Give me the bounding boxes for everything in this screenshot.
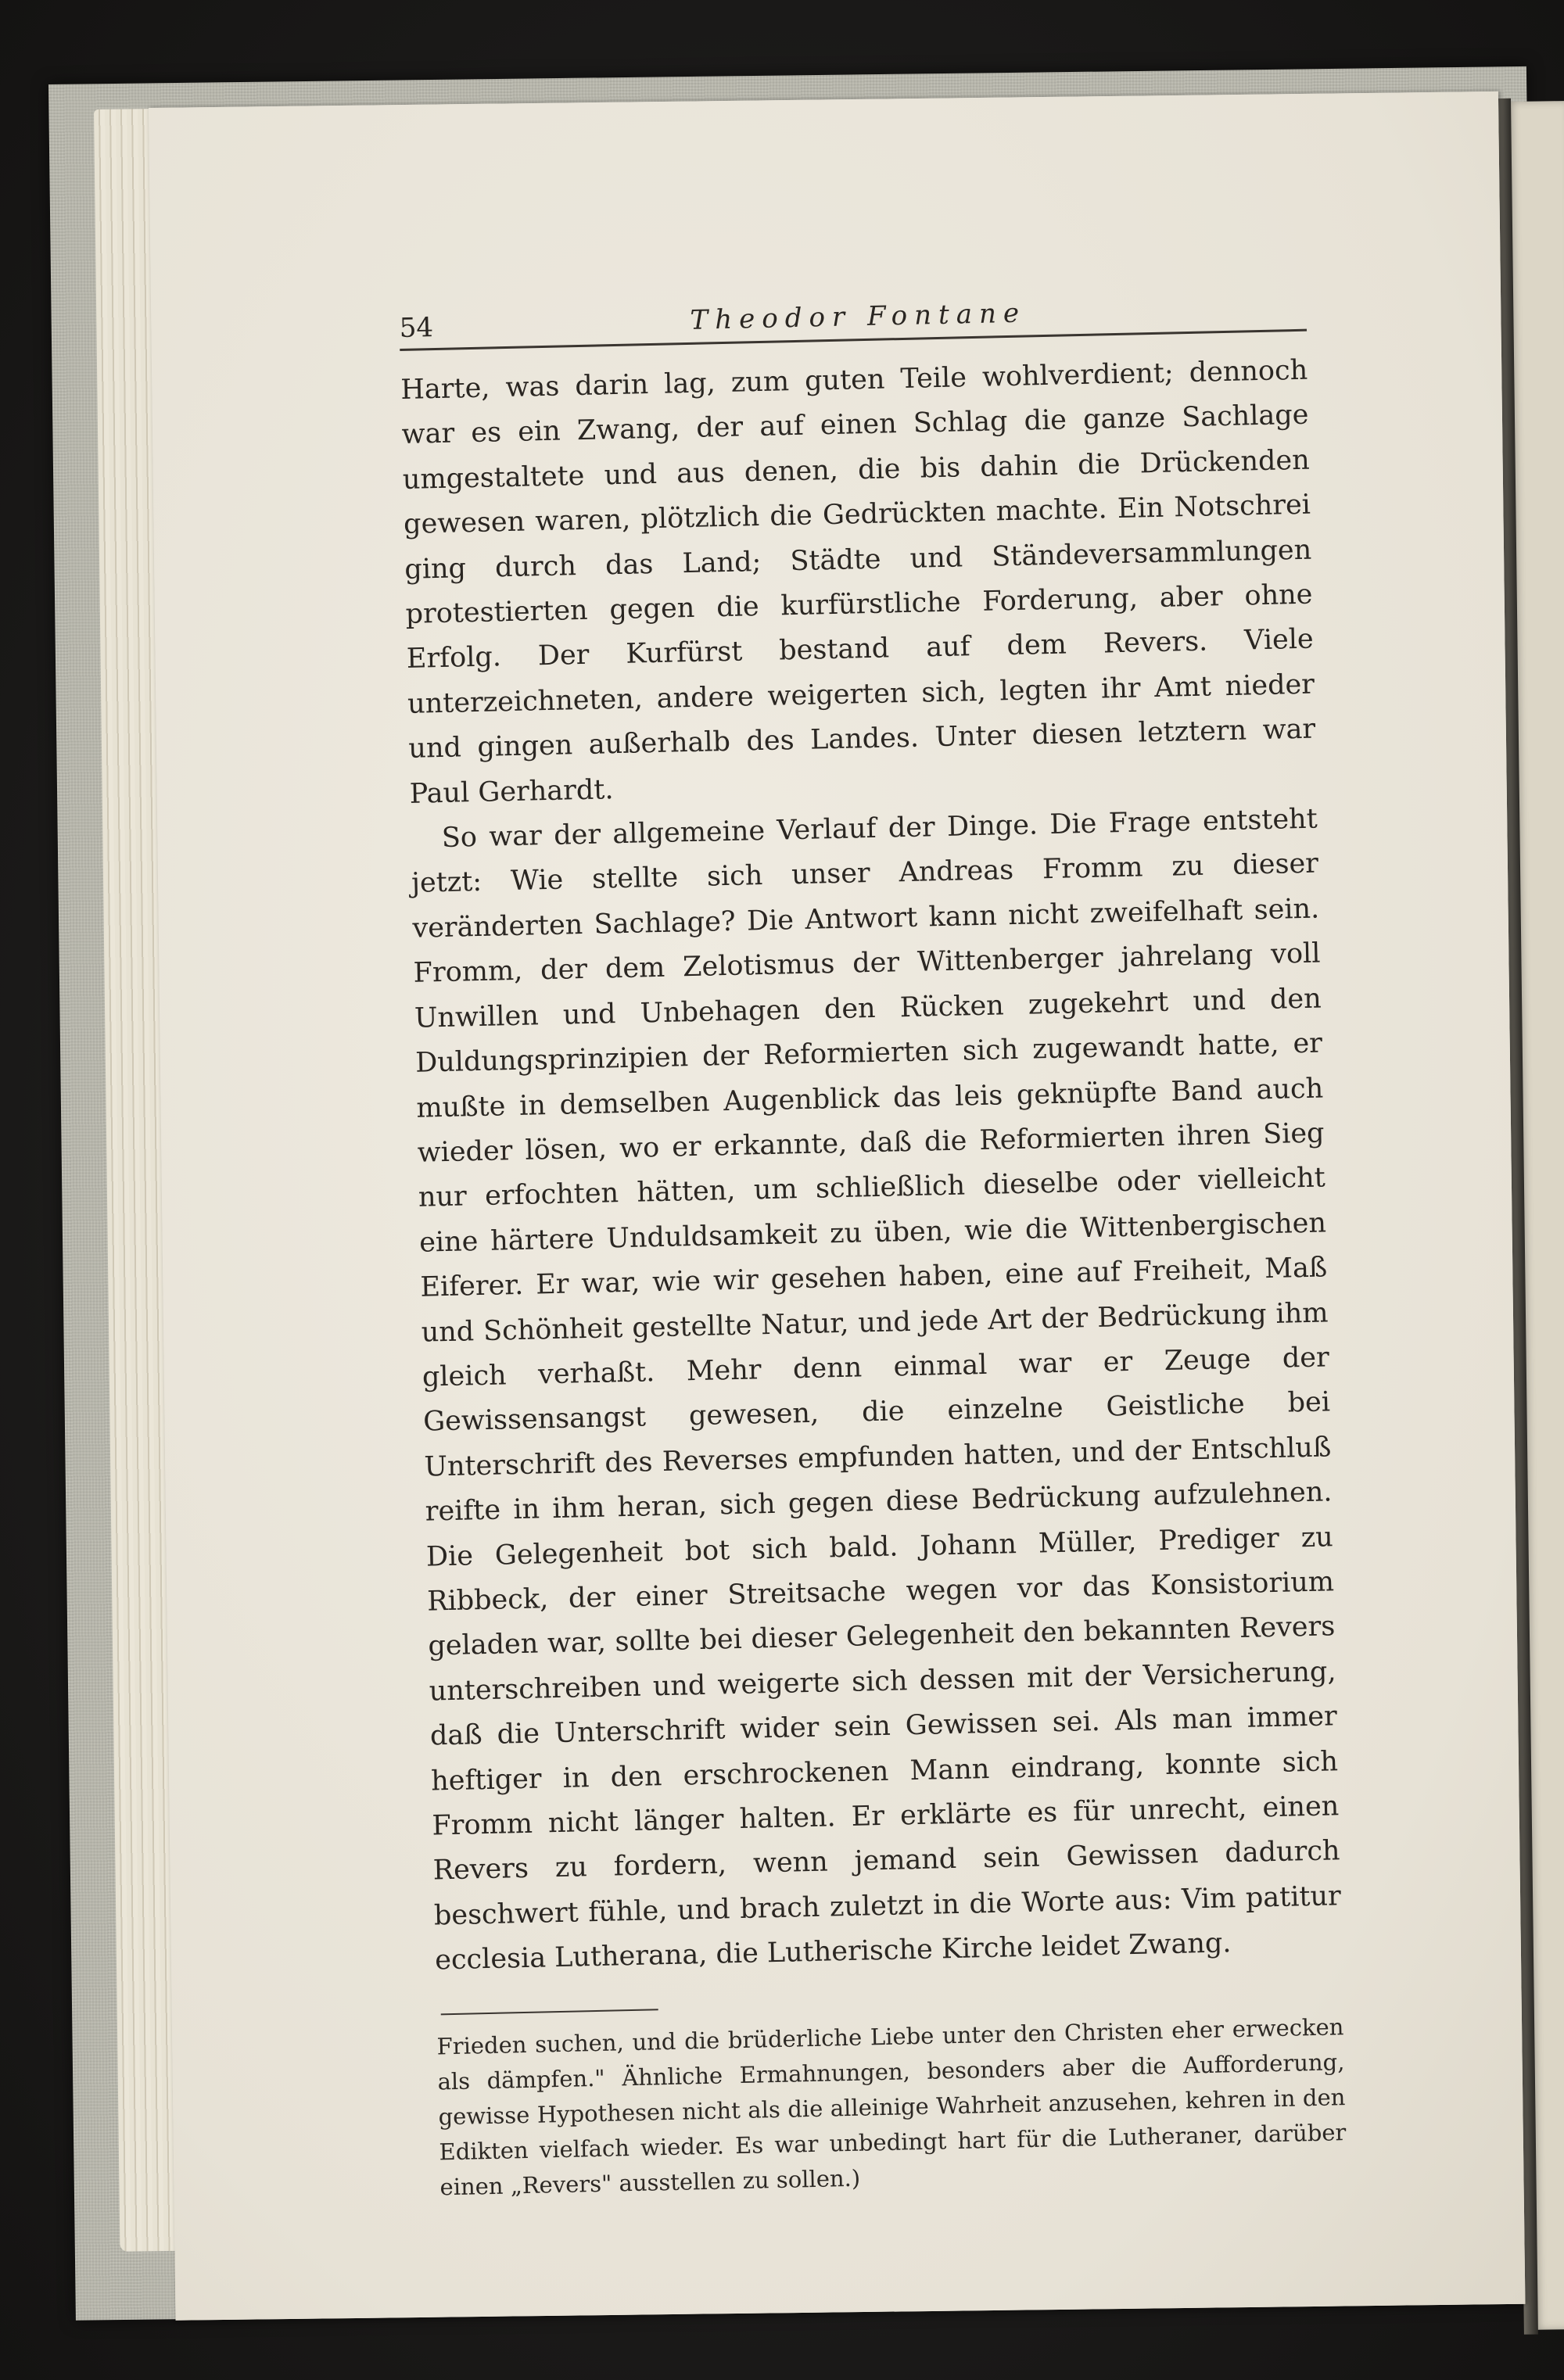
running-head: Theodor Fontane [690, 297, 1027, 336]
paragraph-2: So war der allgemeine Verlauf der Dinge. Die Frage entsteht jetzt: Wie stellte sich unser Andreas Fromm zu dieser veränderten Sachlage? Die Antwort kann nicht zweifelhaft sein. Fromm, der dem Zelotismus der Wittenberger jahrelang voll Unwillen und Unbehagen den Rücken zugekehrt und den Duldungsprinzipien der Reformierten sich zugewandt hatte, er mußte in demselben Augenblick das leis geknüpfte Band auch wieder lösen, wo er erkannte, daß die Reformierten ihren Sieg nur erfochten hätten, um schließlich dieselbe oder vielleicht eine härtere Unduldsamkeit zu üben, wie die Wittenbergischen Eiferer. Er war, wie wir gesehen haben, eine auf Freiheit, Maß und Schönheit gestellte Natur, und jede Art der Bedrückung ihm gleich verhaßt. Mehr denn einmal war er Zeuge der Gewissensangst gewesen, die einzelne Geistliche bei Unterschrift des Reverses empfunden hatten, und der Entschluß reifte in ihm heran, sich gegen diese Bedrückung aufzulehnen. Die Gelegenheit bot sich bald. Johann Müller, Prediger zu Ribbeck, der einer Streitsache wegen vor das Konsistorium geladen war, sollte bei dieser Gelegenheit den bekannten Revers unterschreiben und weigerte sich dessen mit der Versicherung, daß die Unterschrift wider sein Gewissen sei. Als man immer heftiger in den erschrockenen Mann eindrang, konnte sich Fromm nicht länger halten. Er erklärte es für unrecht, einen Revers zu fordern, wenn jemand sein Gewissen dadurch beschwert fühle, und brach zuletzt in die Worte aus: Vim patitur ecclesia Lutherana, die Lutherische Kirche leidet Zwang. [411, 803, 1342, 1977]
page-number: 54 [399, 312, 434, 344]
footnote: Frieden suchen, und die brüderliche Liebe unter den Christen eher erwecken als dämpfen." Ähnliche Ermahnungen, besonders aber die Aufforderung, gewisse Hypothesen nicht als die alleinige Wahrheit anzusehen, kehren in den Edikten vielfach wieder. Es war unbedingt hart für die Lutheraner, darüber einen „Revers" ausstellen zu sollen.) [436, 2013, 1347, 2201]
page-content [399, 284, 1347, 2206]
paragraph-1: Harte, was darin lag, zum guten Teile wohlverdient; dennoch war es ein Zwang, der auf einen Schlag die ganze Sachlage umgestaltete und aus denen, die bis dahin die Drückenden gewesen waren, plötzlich die Gedrückten machte. Ein Notschrei ging durch das Land; Städte und Ständeversammlungen protestierten gegen die kurfürstliche Forderung, aber ohne Erfolg. Der Kurfürst bestand auf dem Revers. Viele unterzeichneten, andere weigerten sich, legten ihr Amt nieder und gingen außerhalb des Landes. Unter diesen letztern war Paul Gerhardt. [400, 354, 1316, 810]
footnote-divider [441, 2009, 658, 2015]
body-text [400, 349, 1343, 1984]
